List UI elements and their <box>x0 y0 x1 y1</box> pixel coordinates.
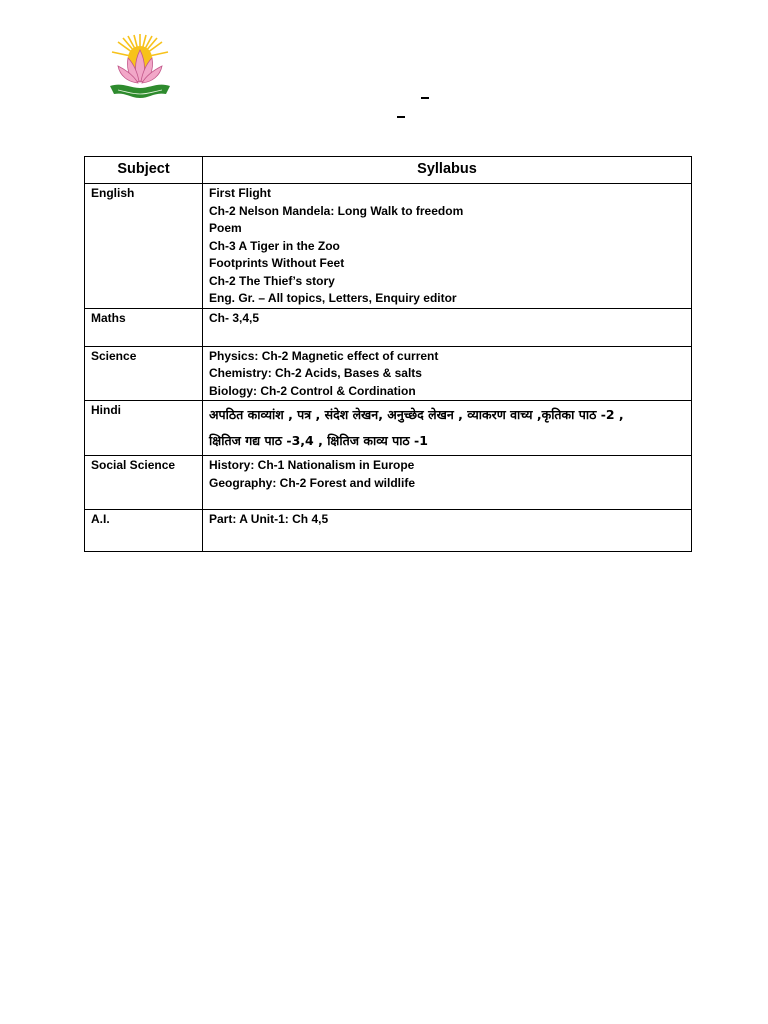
syllabus-line: अपठित काव्यांश , पत्र , संदेश लेखन, अनुच्छेद लेखन , व्याकरण वाच्य ,कृतिका पाठ -2 , <box>209 407 624 422</box>
subject-cell: English <box>85 184 203 309</box>
syllabus-line: Part: A Unit-1: Ch 4,5 <box>209 512 329 526</box>
table-row <box>85 346 692 401</box>
syllabus-line: Geography: Ch-2 Forest and wildlife <box>209 475 416 490</box>
subject-column-header: Subject <box>85 157 203 184</box>
syllabus-cell <box>203 456 692 510</box>
syllabus-line: First Flight <box>209 186 271 200</box>
syllabus-column-header: Syllabus <box>203 157 692 184</box>
syllabus-table <box>84 156 692 552</box>
table-row <box>85 184 692 309</box>
subject-cell: Social Science <box>85 456 203 510</box>
syllabus-line: Ch-3 A Tiger in the Zoo <box>209 238 340 253</box>
table-row <box>85 308 692 346</box>
syllabus-cell <box>203 308 692 346</box>
syllabus-cell <box>203 346 692 401</box>
syllabus-line: Poem <box>209 221 242 235</box>
header-dash <box>397 116 405 118</box>
syllabus-line: Biology: Ch-2 Control & Cordination <box>209 383 416 398</box>
lotus-sun-logo-icon <box>104 32 176 104</box>
syllabus-line: Ch-2 Nelson Mandela: Long Walk to freedom <box>209 203 464 218</box>
syllabus-line: History: Ch-1 Nationalism in Europe <box>209 458 415 472</box>
table-row <box>85 456 692 510</box>
syllabus-line: Eng. Gr. – All topics, Letters, Enquiry editor <box>209 291 457 305</box>
syllabus-line: Footprints Without Feet <box>209 256 345 270</box>
subject-cell: Maths <box>85 308 203 346</box>
subject-cell: A.I. <box>85 510 203 552</box>
subject-cell: Science <box>85 346 203 401</box>
table-row <box>85 510 692 552</box>
table-header-row <box>85 157 692 184</box>
syllabus-line: Ch-2 The Thief’s story <box>209 273 335 288</box>
syllabus-cell <box>203 510 692 552</box>
syllabus-line: क्षितिज गद्य पाठ -3,4 , क्षितिज काव्य पाठ -1 <box>209 433 428 448</box>
syllabus-line: Physics: Ch-2 Magnetic effect of current <box>209 348 439 363</box>
table-row <box>85 401 692 456</box>
school-logo <box>104 32 176 104</box>
syllabus-cell <box>203 184 692 309</box>
header-dash <box>421 97 429 99</box>
subject-cell: Hindi <box>85 401 203 456</box>
syllabus-cell <box>203 401 692 456</box>
syllabus-line: Ch- 3,4,5 <box>209 310 260 325</box>
syllabus-line: Chemistry: Ch-2 Acids, Bases & salts <box>209 366 422 380</box>
